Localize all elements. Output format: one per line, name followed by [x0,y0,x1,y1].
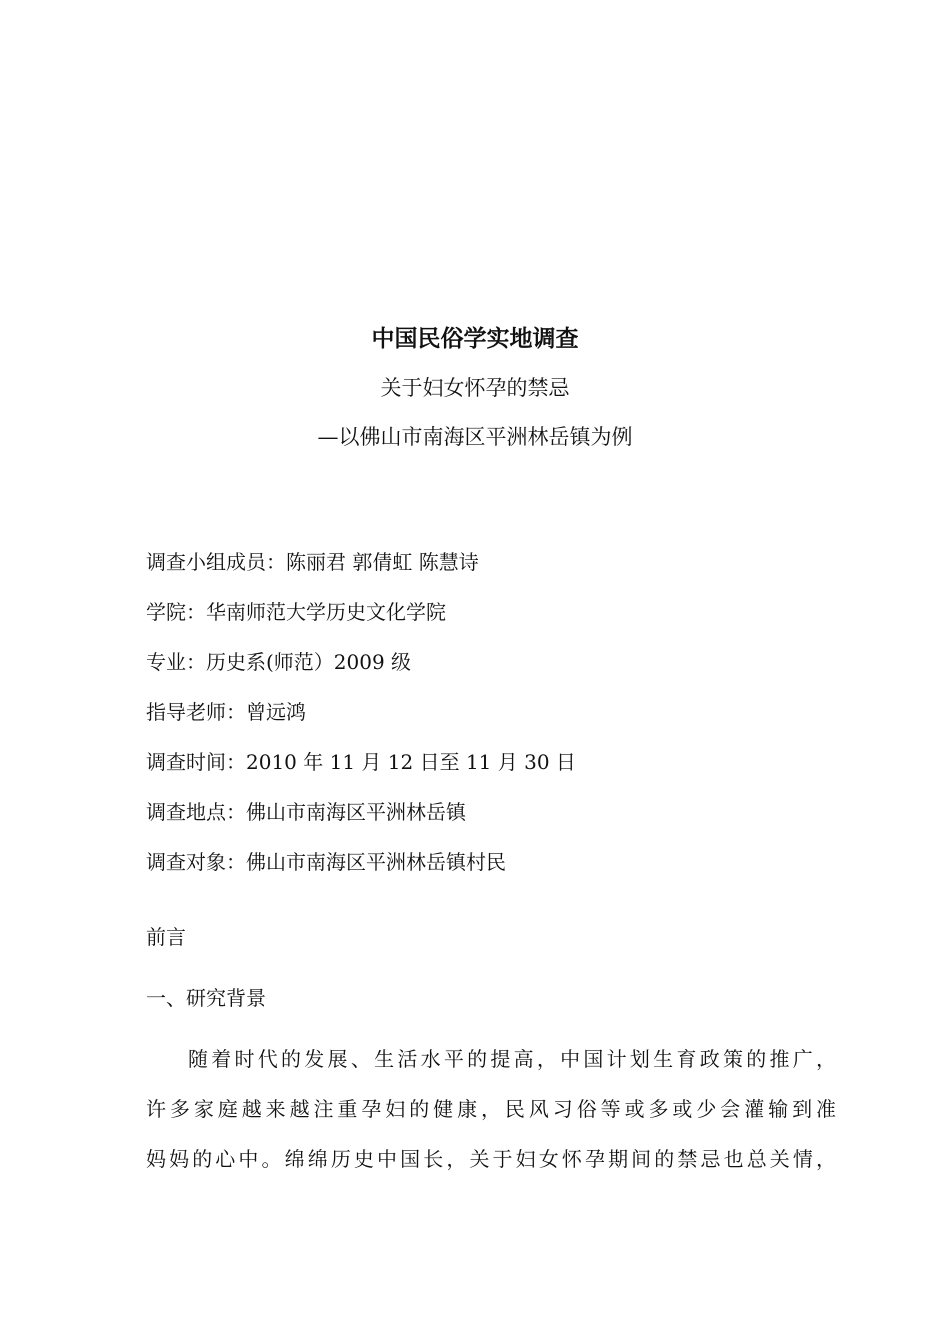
info-survey-location: 调查地点：佛山市南海区平洲林岳镇 [146,800,466,824]
info-major: 专业：历史系(师范）2009 级 [146,650,412,674]
info-advisor: 指导老师：曾远鸿 [146,700,306,724]
document-title: 中国民俗学实地调查 [371,326,579,352]
paragraph-line: 妈妈的心中。绵绵历史中国长，关于妇女怀孕期间的禁忌也总关情， [146,1147,836,1171]
section-heading-background: 一、研究背景 [146,986,266,1010]
body-paragraph [146,1043,836,1193]
paragraph-line: 许多家庭越来越注重孕妇的健康，民风习俗等或多或少会灌输到准 [146,1097,836,1121]
document-subtitle: 关于妇女怀孕的禁忌 [380,376,570,400]
info-survey-subjects: 调查对象：佛山市南海区平洲林岳镇村民 [146,850,506,874]
info-group-members: 调查小组成员：陈丽君 郭倩虹 陈慧诗 [146,550,479,574]
paragraph-line: 随着时代的发展、生活水平的提高，中国计划生育政策的推广， [188,1047,836,1071]
info-survey-time: 调查时间：2010 年 11 月 12 日至 11 月 30 日 [146,750,576,774]
survey-info-list [146,546,576,896]
preface-heading: 前言 [146,925,186,949]
info-college: 学院：华南师范大学历史文化学院 [146,600,446,624]
document-subtitle-location: —以佛山市南海区平洲林岳镇为例 [317,425,633,449]
